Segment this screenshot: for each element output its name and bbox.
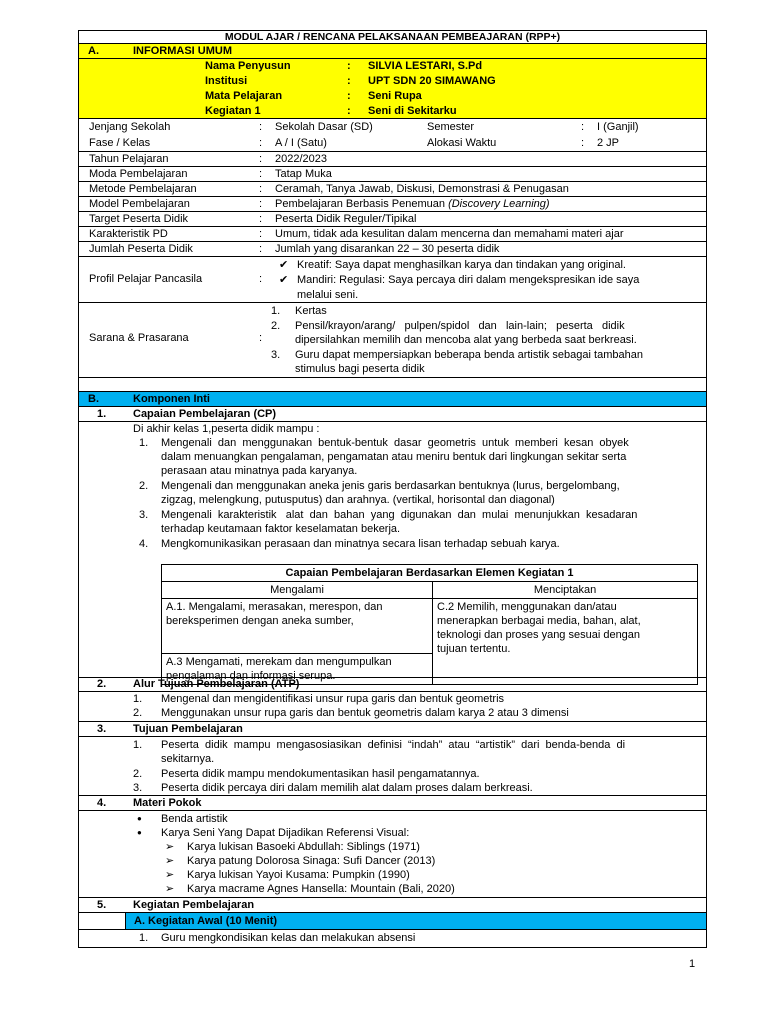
materi-sub-item: Karya patung Dolorosa Sinaga: Sufi Dancer (2013) [187, 855, 436, 867]
profil-item: Kreatif: Saya dapat menghasilkan karya dan tindakan yang original. [297, 259, 626, 271]
info-sep: : [259, 153, 263, 165]
tujuan-item: Peserta didik percaya diri dalam memilih alat dalam proses dalam berkreasi. [161, 782, 533, 794]
tujuan-item-num: 2. [133, 768, 143, 780]
sarana-sep: : [259, 332, 263, 344]
info-label: Karakteristik PD [89, 228, 168, 240]
cp-table-cell [162, 599, 433, 654]
cp-content [78, 422, 707, 682]
document-title [78, 30, 707, 44]
profil-label: Profil Pelajar Pancasila [89, 273, 203, 285]
identity-row [79, 74, 706, 89]
atp-item-num: 2. [133, 707, 143, 719]
spacer-row [78, 378, 707, 392]
section-b-title: Komponen Inti [133, 393, 210, 405]
cp-table-line: A.3 Mengamati, merekam dan mengumpulkan [166, 656, 392, 668]
cp-num: 1. [139, 437, 149, 449]
info-value: Pembelajaran Berbasis Penemuan [275, 198, 445, 210]
info-sep: : [259, 137, 263, 149]
identity-sep: : [347, 60, 351, 72]
document-page [78, 30, 707, 948]
sarana-item: Guru dapat mempersiapkan beberapa benda artistik sebagai tambahan [295, 349, 643, 361]
cp-num: 3. [139, 509, 149, 521]
tujuan-content [78, 737, 707, 796]
sarana-num: 3. [271, 349, 281, 361]
identity-block [78, 59, 707, 119]
identity-label: Mata Pelajaran [205, 90, 283, 102]
identity-sep: : [347, 75, 351, 87]
info-label: Model Pembelajaran [89, 198, 190, 210]
cp-table-title: Capaian Pembelajaran Berdasarkan Elemen Kegiatan 1 [162, 565, 698, 582]
sarana-num: 2. [271, 320, 281, 332]
info-sep: : [259, 228, 263, 240]
section-b-letter: B. [88, 393, 99, 405]
info-value: Ceramah, Tanya Jawab, Diskusi, Demonstrasi & Penugasan [275, 183, 569, 195]
atp-content [78, 692, 707, 722]
info-label: Alokasi Waktu [427, 137, 497, 149]
info-value: Tatap Muka [275, 168, 332, 180]
info-row-model [78, 197, 707, 212]
title-text: MODUL AJAR / RENCANA PELAKSANAAN PEMBEAJARAN (RPP+) [224, 31, 561, 43]
sarana-item: Kertas [295, 305, 327, 317]
cp-table-line: tujuan tertentu. [437, 643, 511, 655]
kegiatan-header [78, 898, 707, 913]
atp-header [78, 678, 707, 692]
cp-element-table [161, 564, 698, 685]
cp-item: Mengenali karakteristik alat dan bahan yang digunakan dan mulai menunjukkan kesadaran [161, 509, 638, 521]
cp-item: dalam menuangkan pengalaman, pengamatan atau meniru bentuk dari lingkungan sekitar serta [161, 451, 627, 463]
info-row-target [78, 212, 707, 227]
cp-table-line: A.1. Mengalami, merasakan, merespon, dan [166, 601, 383, 613]
cp-num: 2. [139, 480, 149, 492]
arrow-bullet-icon: ➢ [165, 883, 175, 895]
info-label: Moda Pembelajaran [89, 168, 188, 180]
cp-table-line: bereksperimen dengan aneka sumber, [166, 615, 354, 627]
tujuan-header [78, 722, 707, 737]
info-value: Sekolah Dasar (SD) [275, 121, 373, 133]
cp-table-cell [433, 599, 698, 685]
cp-item: perasaan atau minatnya pada karyanya. [161, 465, 358, 477]
kegiatan-awal-row [78, 913, 707, 930]
materi-num: 4. [97, 797, 107, 809]
identity-value: SILVIA LESTARI, S.Pd [368, 60, 483, 72]
info-value: Jumlah yang disarankan 22 – 30 peserta didik [275, 243, 500, 255]
info-value: I (Ganjil) [597, 121, 639, 133]
sarana-item: Pensil/krayon/arang/ pulpen/spidol dan lain-lain; peserta didik [295, 320, 625, 332]
identity-row [79, 59, 706, 74]
kegiatan-num: 5. [97, 899, 107, 911]
info-row-metode [78, 182, 707, 197]
info-value: 2022/2023 [275, 153, 327, 165]
materi-sub-item: Karya macrame Agnes Hansella: Mountain (Bali, 2020) [187, 883, 455, 895]
cp-item: terhadap keutamaan faktor keselamatan bekerja. [161, 523, 401, 535]
identity-sep: : [347, 105, 351, 117]
info-value: A / I (Satu) [275, 137, 327, 149]
arrow-bullet-icon: ➢ [165, 869, 175, 881]
info-label: Target Peserta Didik [89, 213, 189, 225]
info-sep: : [259, 168, 263, 180]
page-number: 1 [689, 958, 696, 970]
info-row-moda [78, 167, 707, 182]
profil-item: melalui seni. [297, 289, 359, 301]
info-label: Tahun Pelajaran [89, 153, 169, 165]
section-a-title: INFORMASI UMUM [133, 45, 232, 57]
materi-sub-item: Karya lukisan Basoeki Abdullah: Siblings (1971) [187, 841, 420, 853]
cp-item: zigzag, melengkung, putusputus) dan arahnya. (vertikal, horisontal dan diagonal) [161, 494, 555, 506]
info-label: Jumlah Peserta Didik [89, 243, 193, 255]
materi-bullet-item: Benda artistik [161, 813, 228, 825]
checkmark-icon: ✔ [279, 274, 289, 286]
cp-table-col-menciptakan: Menciptakan [433, 582, 698, 599]
info-row-tahun [78, 152, 707, 167]
atp-item: Menggunakan unsur rupa garis dan bentuk geometris dalam karya 2 atau 3 dimensi [161, 707, 569, 719]
identity-label: Nama Penyusun [205, 60, 291, 72]
kegiatan-item-num: 1. [139, 932, 149, 944]
atp-title: Alur Tujuan Pembelajaran (ATP) [133, 678, 300, 690]
tujuan-item: sekitarnya. [161, 753, 215, 765]
identity-value: UPT SDN 20 SIMAWANG [368, 75, 496, 87]
cp-table-line: menerapkan berbagai media, bahan, alat, [437, 615, 641, 627]
materi-content [78, 811, 707, 898]
kegiatan-awal-header: A. Kegiatan Awal (10 Menit) [125, 913, 706, 929]
info-sep: : [259, 121, 263, 133]
section-b-header [78, 392, 707, 407]
cp-item: Mengkomunikasikan perasaan dan minatnya secara lisan terhadap sebuah karya. [161, 538, 560, 550]
cp-table-line: pengalaman dan informasi serupa. [166, 670, 336, 682]
info-sep: : [259, 183, 263, 195]
checkmark-icon: ✔ [279, 259, 289, 271]
sarana-item: stimulus bagi peserta didik [295, 363, 425, 375]
materi-sub-item: Karya lukisan Yayoi Kusama: Pumpkin (1990) [187, 869, 410, 881]
info-sep: : [581, 121, 585, 133]
tujuan-item-num: 1. [133, 739, 143, 751]
cp-table-line: teknologi dan proses yang sesuai dengan [437, 629, 641, 641]
materi-bullet-item: Karya Seni Yang Dapat Dijadikan Referensi Visual: [161, 827, 410, 839]
info-row-jenjang-fase [78, 119, 707, 152]
atp-num: 2. [97, 678, 107, 690]
info-value: Umum, tidak ada kesulitan dalam mencerna dan memahami materi ajar [275, 228, 624, 240]
tujuan-num: 3. [97, 723, 107, 735]
profil-item: Mandiri: Regulasi: Saya percaya diri dalam mengekspresikan ide saya [297, 274, 640, 286]
info-sep: : [581, 137, 585, 149]
info-sep: : [259, 213, 263, 225]
kegiatan-awal-content [78, 930, 707, 948]
info-label: Fase / Kelas [89, 137, 151, 149]
identity-sep: : [347, 90, 351, 102]
kegiatan-title: Kegiatan Pembelajaran [133, 899, 255, 911]
cp-table-line: C.2 Memilih, menggunakan dan/atau [437, 601, 617, 613]
tujuan-item: Peserta didik mampu mengasosiasikan definisi “indah” atau “artistik” dari benda-benda di [161, 739, 626, 751]
sarana-item: dipersilahkan memilih dan mencoba alat yang berbeda saat berkreasi. [295, 334, 637, 346]
info-row-jumlah [78, 242, 707, 257]
identity-row [79, 89, 706, 104]
arrow-bullet-icon: ➢ [165, 855, 175, 867]
cp-num: 4. [139, 538, 149, 550]
profil-row [78, 257, 707, 303]
info-label: Jenjang Sekolah [89, 121, 171, 133]
atp-item-num: 1. [133, 693, 143, 705]
identity-value: Seni Rupa [368, 90, 422, 102]
info-label: Semester [427, 121, 475, 133]
bullet-icon: ● [137, 814, 142, 823]
identity-value: Seni di Sekitarku [368, 105, 457, 117]
identity-label: Institusi [205, 75, 248, 87]
info-row-karakteristik [78, 227, 707, 242]
materi-header [78, 796, 707, 811]
atp-item: Mengenal dan mengidentifikasi unsur rupa garis dan bentuk geometris [161, 693, 505, 705]
sarana-row [78, 303, 707, 378]
materi-title: Materi Pokok [133, 797, 202, 809]
sarana-label: Sarana & Prasarana [89, 332, 189, 344]
profil-sep: : [259, 273, 263, 285]
bullet-icon: ● [137, 828, 142, 837]
cp-item: Mengenali dan menggunakan bentuk-bentuk dasar geometris untuk memberi kesan obyek [161, 437, 629, 449]
section-a-header [78, 44, 707, 59]
info-value: Peserta Didik Reguler/Tipikal [275, 213, 417, 225]
tujuan-item-num: 3. [133, 782, 143, 794]
cp-title: Capaian Pembelajaran (CP) [133, 408, 277, 420]
arrow-bullet-icon: ➢ [165, 841, 175, 853]
tujuan-title: Tujuan Pembelajaran [133, 723, 243, 735]
cp-header [78, 407, 707, 422]
sarana-num: 1. [271, 305, 281, 317]
cp-table-col-mengalami: Mengalami [162, 582, 433, 599]
identity-row [79, 104, 706, 119]
section-a-letter: A. [88, 45, 99, 57]
cp-item: Mengenali dan menggunakan aneka jenis garis berdasarkan bentuknya (lurus, bergelombang, [161, 480, 620, 492]
info-label: Metode Pembelajaran [89, 183, 197, 195]
info-value-italic: (Discovery Learning) [448, 198, 550, 210]
kegiatan-item: Guru mengkondisikan kelas dan melakukan absensi [161, 932, 416, 944]
info-sep: : [259, 198, 263, 210]
identity-label: Kegiatan 1 [205, 105, 261, 117]
cp-num: 1. [97, 408, 107, 420]
tujuan-item: Peserta didik mampu mendokumentasikan hasil pengamatannya. [161, 768, 480, 780]
info-value: 2 JP [597, 137, 620, 149]
cp-intro: Di akhir kelas 1,peserta didik mampu : [133, 423, 320, 435]
info-sep: : [259, 243, 263, 255]
